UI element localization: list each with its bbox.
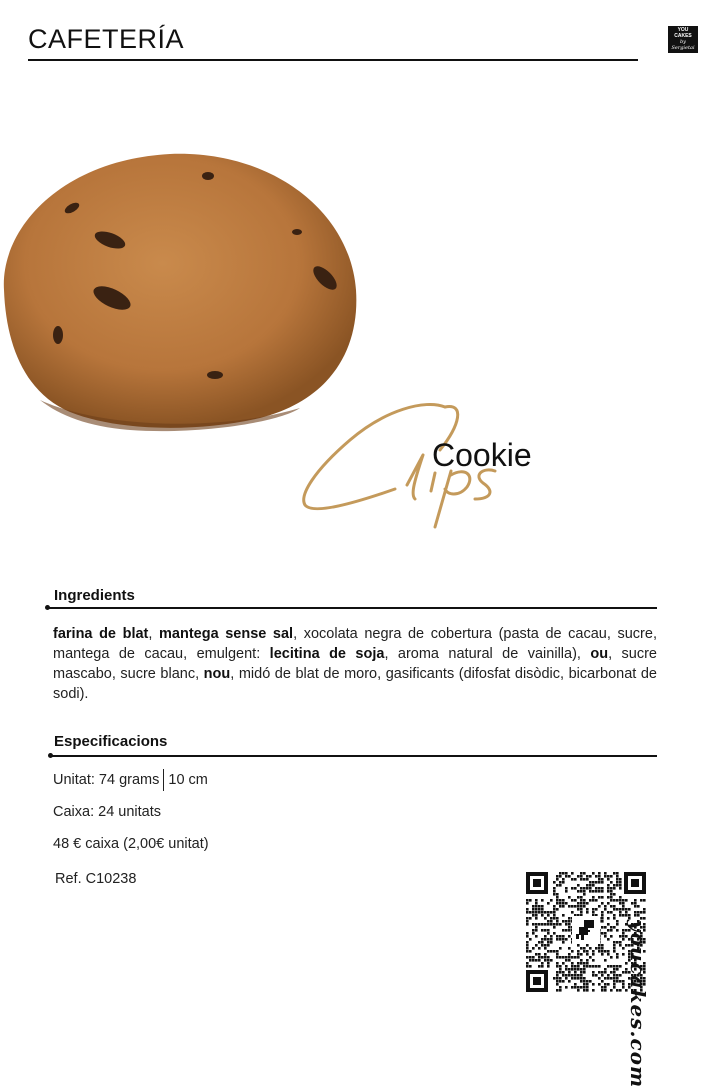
spec-unit-weight: Unitat: 74 grams bbox=[53, 771, 160, 788]
ingredient-allergen: nou bbox=[203, 666, 231, 682]
cookie-photo bbox=[0, 150, 360, 435]
ingredient-allergen: mantega sense sal bbox=[159, 626, 294, 642]
ingredient-text: , sucre mascabo, sucre blanc, bbox=[53, 646, 657, 682]
ingredient-text: , midó de blat de moro, gasificants (difosfat disòdic, bicarbonat de sodi). bbox=[53, 666, 657, 702]
ingredient-allergen: lecitina de soja bbox=[269, 646, 385, 662]
specifications-divider bbox=[51, 755, 657, 757]
header-divider bbox=[28, 59, 638, 61]
ingredient-allergen: farina de blat bbox=[53, 626, 149, 642]
ingredients-text bbox=[53, 624, 657, 704]
specifications-heading: Especificacions bbox=[54, 733, 168, 750]
spec-price: 48 € caixa (2,00€ unitat) bbox=[53, 836, 209, 852]
spec-separator bbox=[163, 769, 164, 791]
logo-line-by: by Sergietai bbox=[671, 39, 695, 51]
spec-unit-size: 10 cm bbox=[168, 771, 208, 788]
ingredient-text: , bbox=[148, 626, 159, 642]
spec-box: Caixa: 24 unitats bbox=[53, 804, 162, 820]
page-title: CAFETERÍA bbox=[28, 24, 185, 54]
ingredient-allergen: ou bbox=[590, 646, 609, 662]
ingredients-divider bbox=[48, 607, 657, 609]
logo-line-cakes: CAKES bbox=[674, 33, 692, 39]
logo-line-you: YOU bbox=[677, 27, 689, 33]
ingredient-text: , aroma natural de vainilla), bbox=[384, 646, 591, 662]
product-name: Cookie bbox=[432, 437, 532, 473]
ingredient-text: , xocolata negra de cobertura (pasta de cacau, sucre, mantega de cacau, emulgent: bbox=[53, 626, 657, 662]
spec-unit bbox=[53, 769, 208, 791]
ingredients-heading: Ingredients bbox=[54, 587, 135, 604]
website-url: youcakes.com bbox=[626, 920, 650, 1088]
spec-ref: Ref. C10238 bbox=[55, 871, 137, 887]
brand-logo bbox=[668, 26, 698, 53]
